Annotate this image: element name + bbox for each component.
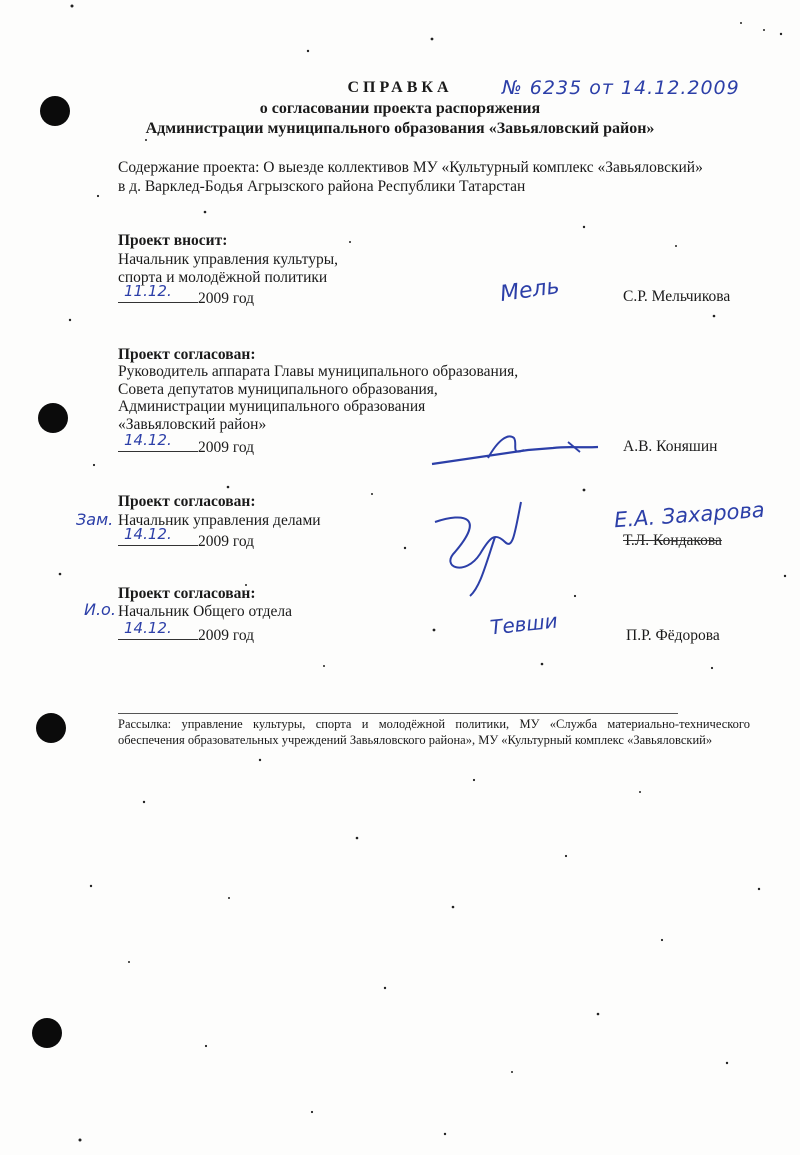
date-line — [118, 525, 255, 551]
section-heading: Проект вносит: — [118, 232, 228, 249]
signatory-name: П.Р. Фёдорова — [626, 627, 720, 644]
mailing-list: Рассылка: управление культуры, спорта и молодёжной политики, МУ «Служба материально-технического обеспечения образовательных учреждений Завьяловского района», МУ «Культурный комплекс «Завьяловский» — [118, 717, 750, 747]
section-position-line: Начальник управления культуры, — [118, 251, 339, 268]
section-position-line: «Завьяловский район» — [118, 416, 267, 433]
divider — [118, 713, 678, 714]
handwritten-date: 11.12. — [124, 282, 172, 300]
section-position-line: Начальник Общего отдела — [118, 603, 293, 620]
signatory-name-struck: Т.Л. Кондакова — [623, 532, 722, 549]
date-blank — [118, 525, 198, 546]
handwritten-registration-number: № 6235 от 14.12.2009 — [502, 77, 740, 99]
section-position-line: Начальник управления делами — [118, 512, 321, 529]
date-blank — [118, 619, 198, 640]
date-year: 2009 год — [198, 627, 255, 644]
section-position-line: Администрации муниципального образования — [118, 398, 426, 415]
signatory-name: С.Р. Мельчикова — [623, 288, 731, 305]
handwritten-date: 14.12. — [124, 431, 172, 449]
margin-note: Зам. — [76, 510, 114, 529]
title-heading: СПРАВКА — [347, 79, 453, 96]
date-line — [118, 282, 255, 308]
section-heading: Проект согласован: — [118, 493, 256, 510]
date-line — [118, 431, 255, 457]
title-subtitle-2: Администрации муниципального образования «Завьяловский район» — [145, 120, 655, 137]
title-subtitle: о согласовании проекта распоряжения — [259, 100, 541, 117]
handwritten-date: 14.12. — [124, 619, 172, 637]
signature — [428, 428, 603, 473]
project-content-line-1: Содержание проекта: О выезде коллективов МУ «Культурный комплекс «Завьяловский» — [118, 159, 703, 176]
section-heading: Проект согласован: — [118, 585, 256, 602]
handwritten-replacement-name: Е.А. Захарова — [613, 497, 766, 533]
date-year: 2009 год — [198, 533, 255, 550]
date-year: 2009 год — [198, 290, 255, 307]
signature: Тевши — [488, 608, 559, 640]
date-year: 2009 год — [198, 439, 255, 456]
signature: Мель — [498, 273, 561, 308]
project-content-line-2: в д. Варклед-Бодья Агрызского района Республики Татарстан — [118, 178, 526, 195]
date-line — [118, 619, 255, 645]
section-position-line: Руководитель аппарата Главы муниципального образования, — [118, 363, 519, 380]
section-position-line: Совета депутатов муниципального образования, — [118, 381, 438, 398]
section-heading: Проект согласован: — [118, 346, 256, 363]
date-blank — [118, 282, 198, 303]
signatory-name: А.В. Коняшин — [623, 438, 718, 455]
date-blank — [118, 431, 198, 452]
margin-note: И.о. — [84, 600, 116, 619]
handwritten-date: 14.12. — [124, 525, 172, 543]
section-position-line: спорта и молодёжной политики — [118, 269, 328, 286]
signature — [425, 492, 535, 602]
